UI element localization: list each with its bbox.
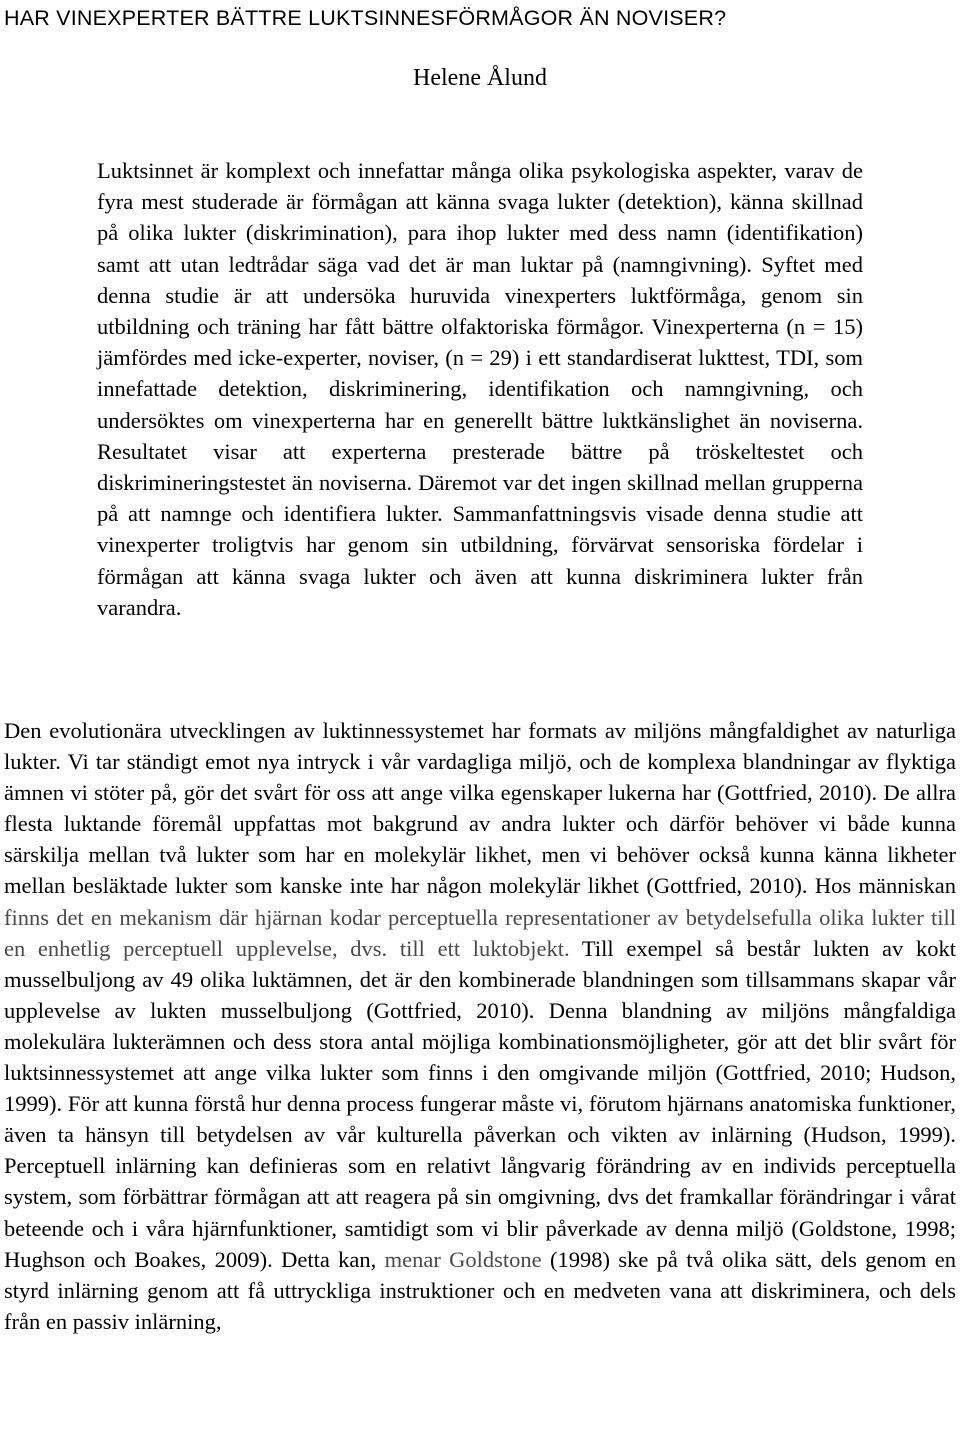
body-text-segment-faded: finns det en mekanism där hjärnan kodar perceptuella representationer av betydelsefulla olika lukter till en enhetlig perceptuell upplevelse, dvs. till ett luktobjekt.	[4, 904, 956, 961]
body-text-segment: Den evolutionära utvecklingen av luktinnessystemet har formats av miljöns mångfaldighet av naturliga lukter. Vi tar ständigt emot nya intryck i vår vardagliga miljö, och de komplexa blandningar av flyktiga ämnen vi stöter på, gör det svårt för oss att ange vilka egenskaper lukerna har (Gottfried, 2010). De allra flesta luktande föremål uppfattas mot bakgrund av andra lukter och därför behöver vi både kunna särskilja mellan två lukter som har en molekylär likhet, men vi behöver också kunna känna likheter mellan besläktade lukter som kanske inte har någon molekylär likhet (Gottfried, 2010). Hos människan	[4, 718, 956, 899]
body-paragraph	[4, 715, 956, 1337]
body-text-segment: Till exempel så består lukten av kokt musselbuljong av 49 olika luktämnen, det är den kombinerade blandningen som tillsammans skapar vår upplevelse av lukten musselbuljong (Gottfried, 2010). Denna blandning av miljöns mångfaldiga molekulära lukterämnen och dess stora antal möjliga kombinationsmöjligheter, gör att det blir svårt för luktsinnessystemet att ange vilka lukter som finns i den omgivande miljön (Gottfried, 2010; Hudson, 1999). För att kunna förstå hur denna process fungerar måste vi, förutom hjärnans anatomiska funktioner, även ta hänsyn till betydelsen av vår kulturella påverkan och vikten av inlärning (Hudson, 1999). Perceptuell inlärning kan definieras som en relativt långvarig förändring av en individs perceptuella system, som förbättrar förmågan att att reagera på sin omgivning, dvs det framkallar förändringar i vårat beteende och i våra hjärnfunktioner, samtidigt som vi blir påverkade av denna miljö (Goldstone, 1998; Hughson och Boakes, 2009). Detta kan,	[4, 935, 956, 1272]
body-text-segment: (1998) ske på två olika sätt, dels genom en styrd inlärning genom att få uttryckliga instruktioner och en medveten vana att diskriminera, och dels från en passiv inlärning,	[4, 1246, 957, 1334]
document-title: HAR VINEXPERTER BÄTTRE LUKTSINNESFÖRMÅGOR ÄN NOVISER?	[4, 6, 727, 30]
abstract-paragraph: Luktsinnet är komplext och innefattar många olika psykologiska aspekter, varav de fyra mest studerade är förmågan att känna svaga lukter (detektion), känna skillnad på olika lukter (diskrimination), para ihop lukter med dess namn (identifikation) samt att utan ledtrådar säga vad det är man luktar på (namngivning). Syftet med denna studie är att undersöka huruvida vinexperters luktförmåga, genom sin utbildning och träning har fått bättre olfaktoriska förmågor. Vinexperterna (n = 15) jämfördes med icke-experter, noviser, (n = 29) i ett standardiserat lukttest, TDI, som innefattade detektion, diskriminering, identifikation och namngivning, och undersöktes om vinexperterna har en generellt bättre luktkänslighet än noviserna. Resultatet visar att experterna presterade bättre på tröskeltestet och diskrimineringstestet än noviserna. Däremot var det ingen skillnad mellan grupperna på att namnge och identifiera lukter. Sammanfattningsvis visade denna studie att vinexperter troligtvis har genom sin utbildning, förvärvat sensoriska fördelar i förmågan att känna svaga lukter och även att kunna diskriminera lukter från varandra.	[97, 158, 863, 620]
author-name: Helene Ålund	[413, 65, 547, 91]
body-text-segment-faded: menar Goldstone	[384, 1246, 542, 1272]
